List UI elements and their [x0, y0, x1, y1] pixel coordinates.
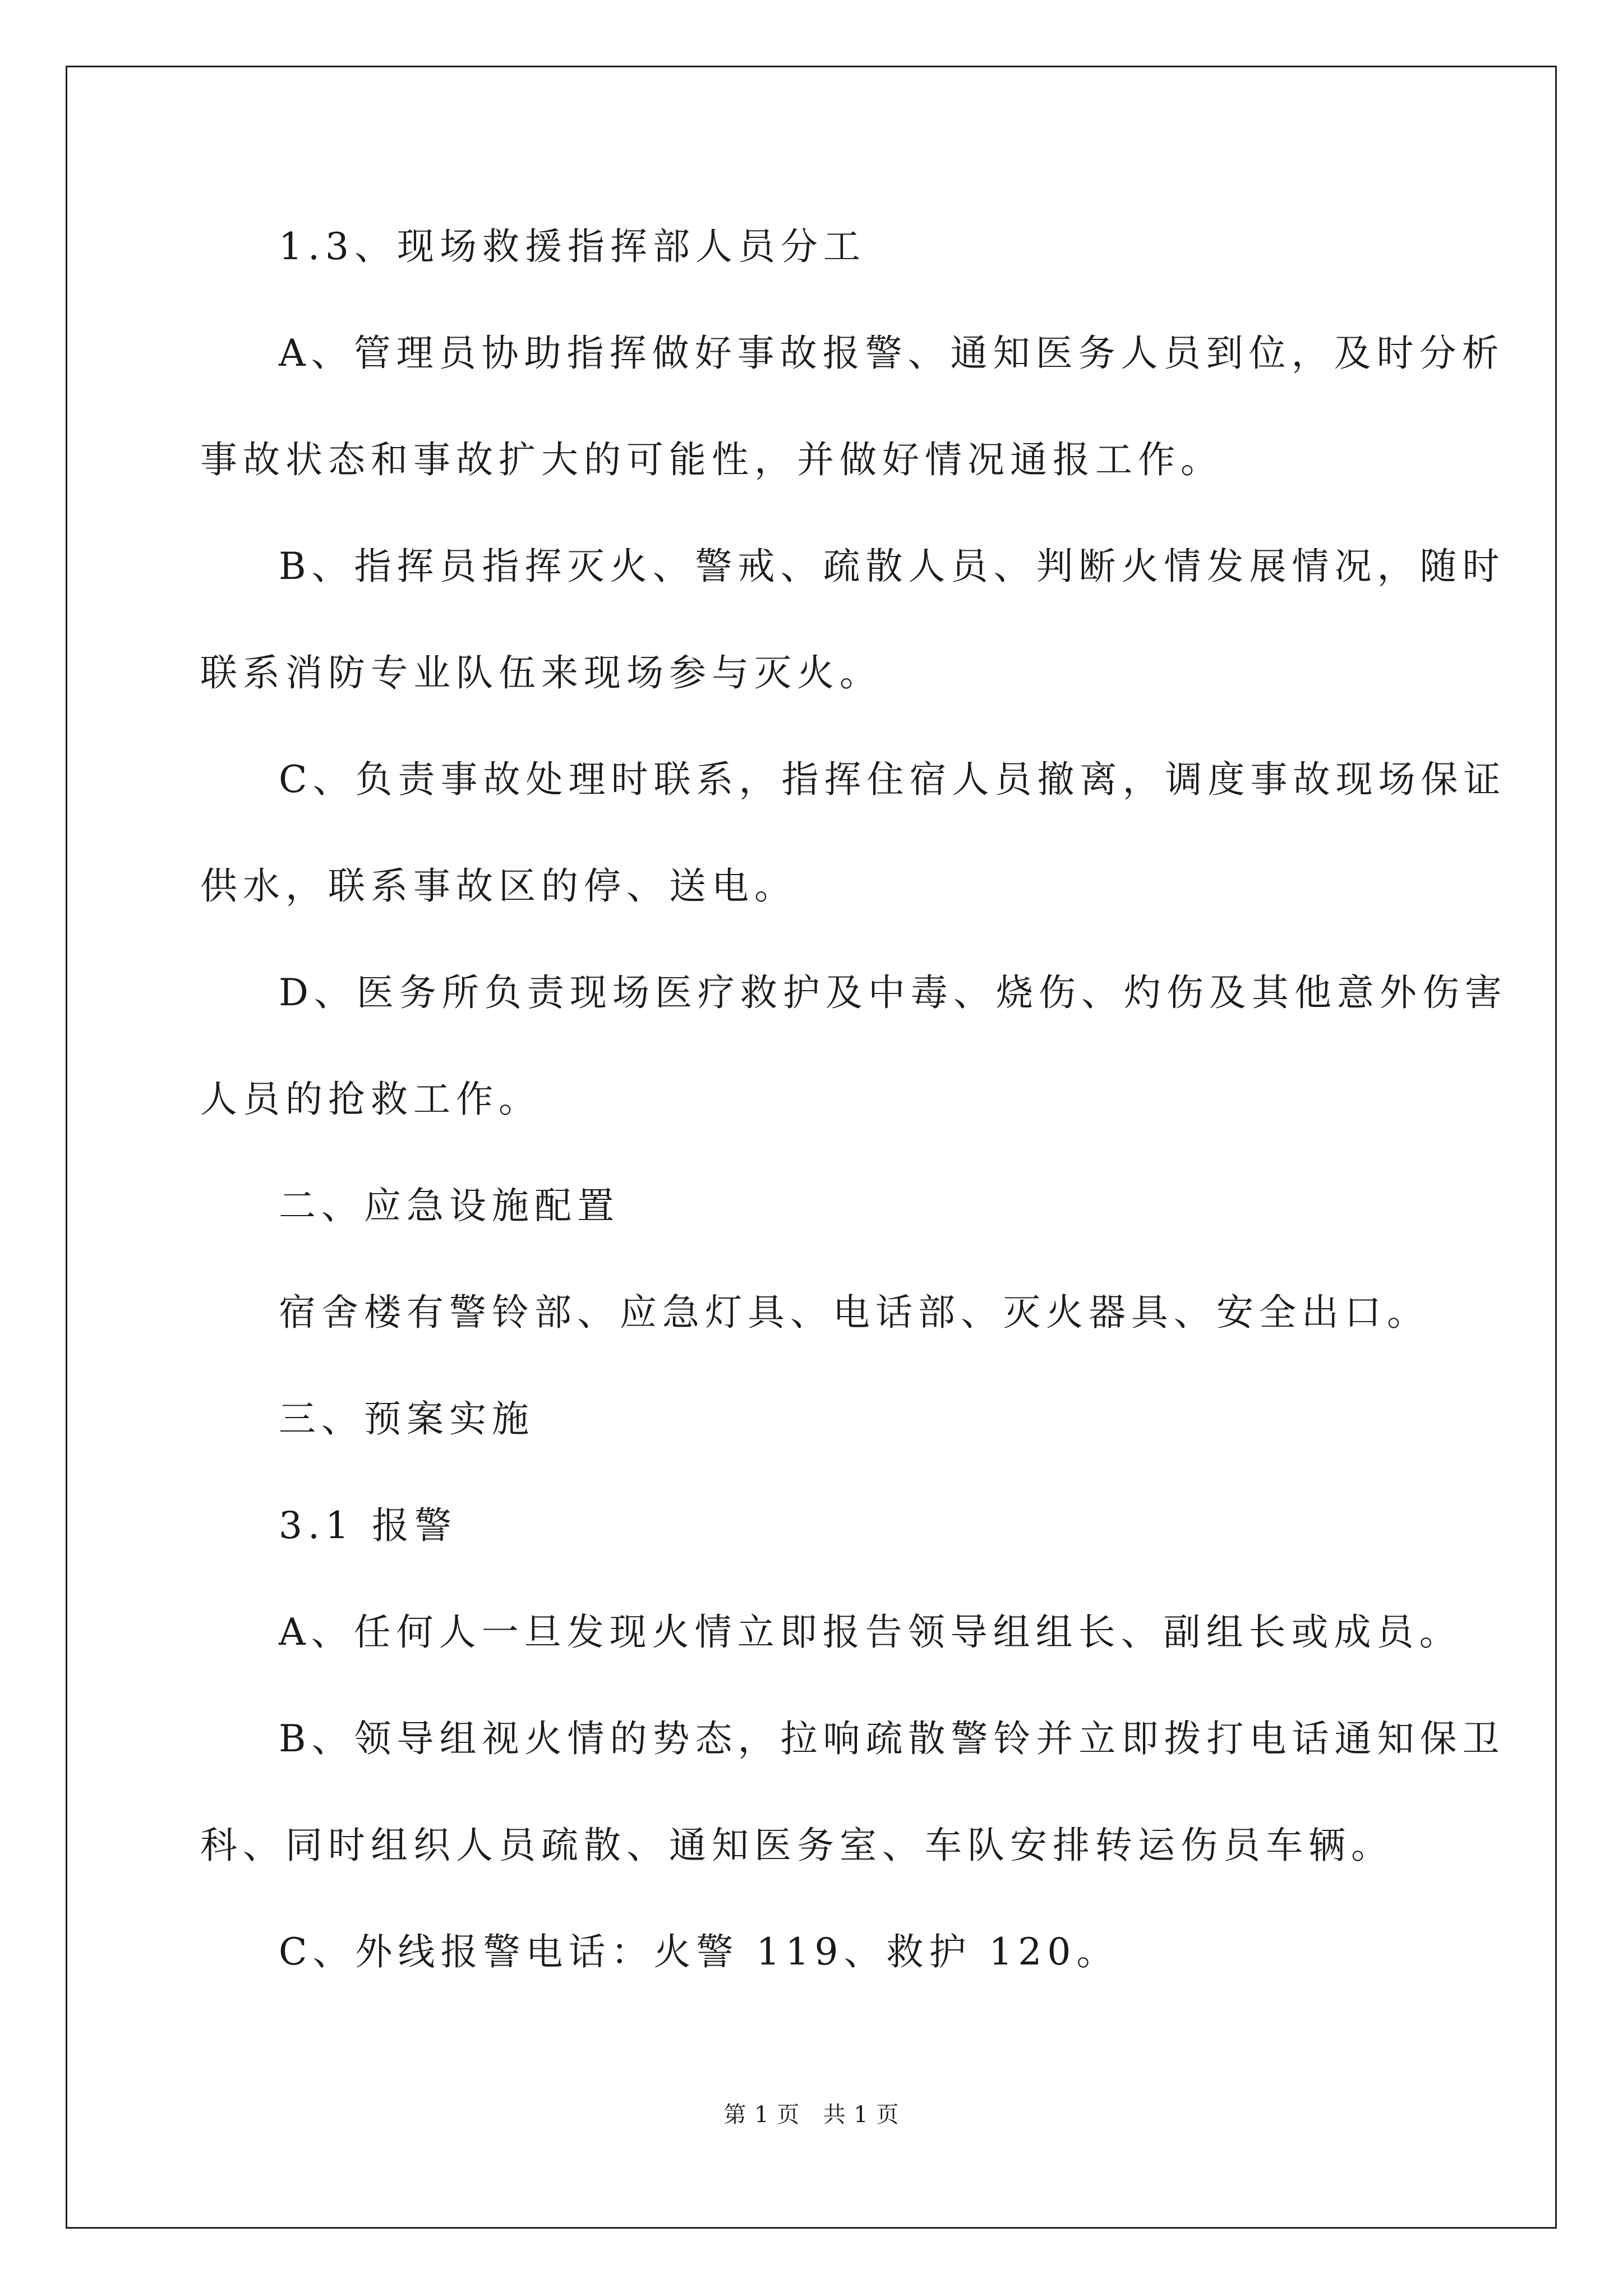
paragraph-facilities: 宿舍楼有警铃部、应急灯具、电话部、灭火器具、安全出口。	[279, 1291, 1430, 1334]
paragraph-a-line-2: 事故状态和事故扩大的可能性，并做好情况通报工作。	[200, 438, 1223, 481]
section-heading-2: 二、应急设施配置	[279, 1184, 620, 1227]
section-heading-1-3: 1.3、现场救援指挥部人员分工	[279, 225, 866, 268]
paragraph-c-line-2: 供水，联系事故区的停、送电。	[200, 864, 797, 908]
paragraph-d-line-2: 人员的抢救工作。	[200, 1078, 541, 1121]
section-heading-3-1: 3.1 报警	[279, 1504, 457, 1547]
page-footer	[0, 2097, 1623, 2129]
paragraph-alarm-b-line-2: 科、同时组织人员疏散、通知医务室、车队安排转运伤员车辆。	[200, 1824, 1394, 1867]
paragraph-b-line-1: B、指挥员指挥灭火、警戒、疏散人员、判断火情发展情况，随时	[279, 545, 1505, 588]
paragraph-alarm-c: C、外线报警电话：火警 119、救护 120。	[279, 1930, 1119, 1973]
paragraph-alarm-a: A、任何人一旦发现火情立即报告领导组组长、副组长或成员。	[279, 1611, 1462, 1654]
paragraph-b-line-2: 联系消防专业队伍来现场参与灭火。	[200, 651, 882, 694]
paragraph-d-line-1: D、医务所负责现场医疗救护及中毒、烧伤、灼伤及其他意外伤害	[279, 971, 1507, 1014]
page-number: 第 1 页 共 1 页	[723, 2102, 900, 2128]
section-heading-3: 三、预案实施	[279, 1397, 534, 1441]
paragraph-alarm-b-line-1: B、领导组视火情的势态，拉响疏散警铃并立即拨打电话通知保卫	[279, 1717, 1505, 1760]
paragraph-c-line-1: C、负责事故处理时联系，指挥住宿人员撤离，调度事故现场保证	[279, 758, 1506, 801]
page-border	[66, 66, 1557, 2229]
paragraph-a-line-1: A、管理员协助指挥做好事故报警、通知医务人员到位，及时分析	[279, 332, 1505, 375]
